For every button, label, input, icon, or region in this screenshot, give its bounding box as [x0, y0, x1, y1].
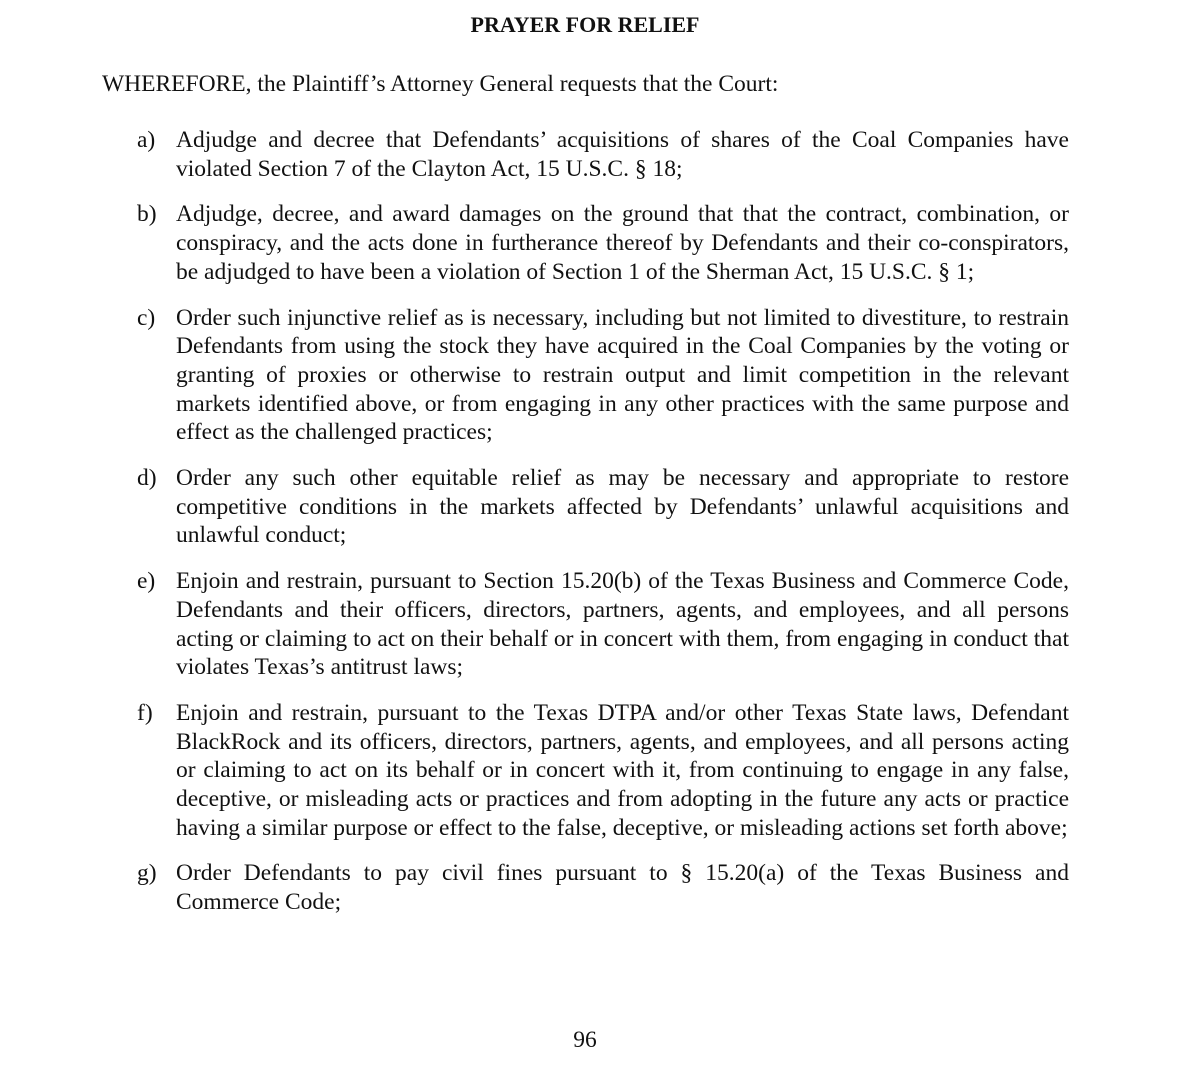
intro-paragraph: WHEREFORE, the Plaintiff’s Attorney General requests that the Court:: [102, 71, 779, 97]
list-item-text: Order any such other equitable relief as may be necessary and appropriate to restore competitive conditions in the markets affected by Defendants’ unlawful acquisitions and unlawful conduct;: [176, 465, 1069, 549]
list-item-text: Adjudge and decree that Defendants’ acquisitions of shares of the Coal Companies have violated Section 7 of the Clayton Act, 15 U.S.C. § 18;: [176, 127, 1069, 182]
list-item: [137, 567, 1069, 682]
list-item: [137, 126, 1069, 183]
list-item-label: b): [137, 201, 157, 228]
list-item-text: Order such injunctive relief as is necessary, including but not limited to divestiture, to restrain Defendants from using the stock they have acquired in the Coal Companies by the voting or granting of proxies or otherwise to restrain output and limit competition in the relevant markets identified above, or from engaging in any other practices with the same purpose and effect as the challenged practices;: [176, 304, 1069, 446]
list-item: [137, 699, 1069, 843]
list-item-text: Order Defendants to pay civil fines pursuant to § 15.20(a) of the Texas Business and Commerce Code;: [176, 860, 1069, 916]
list-item-label: c): [137, 304, 156, 331]
list-item-label: a): [137, 127, 156, 153]
list-item-label: e): [137, 568, 156, 595]
list-item-text: Adjudge, decree, and award damages on the ground that that the contract, combination, or conspiracy, and the acts done in furtherance thereof by Defendants and their co-conspirators, be adjudged to have been a violation of Section 1 of the Sherman Act, 15 U.S.C. § 1;: [176, 201, 1069, 285]
relief-list: [137, 126, 1069, 934]
list-item-text: Enjoin and restrain, pursuant to Section 15.20(b) of the Texas Business and Commerce Code, Defendants and their officers, directors, partners, agents, and employees, and all persons acting or claiming to act on their behalf or in concert with them, from engaging in conduct that violates Texas’s antitrust laws;: [176, 568, 1069, 681]
list-item: [137, 200, 1069, 286]
list-item: [137, 859, 1069, 916]
section-heading: PRAYER FOR RELIEF: [470, 12, 700, 37]
list-item: [137, 464, 1069, 550]
list-item-text: Enjoin and restrain, pursuant to the Texas DTPA and/or other Texas State laws, Defendant BlackRock and its officers, directors, partners, agents, and employees, and all persons acting or claiming to act on its behalf or in concert with it, from continuing to engage in any false, deceptive, or misleading acts or practices and from adopting in the future any acts or practice having a similar purpose or effect to the false, deceptive, or misleading actions set forth above;: [176, 699, 1069, 841]
list-item-label: f): [137, 699, 153, 726]
list-item-label: d): [137, 465, 157, 492]
list-item-label: g): [137, 860, 157, 887]
page-number: 96: [573, 1027, 597, 1053]
list-item: [137, 304, 1069, 448]
